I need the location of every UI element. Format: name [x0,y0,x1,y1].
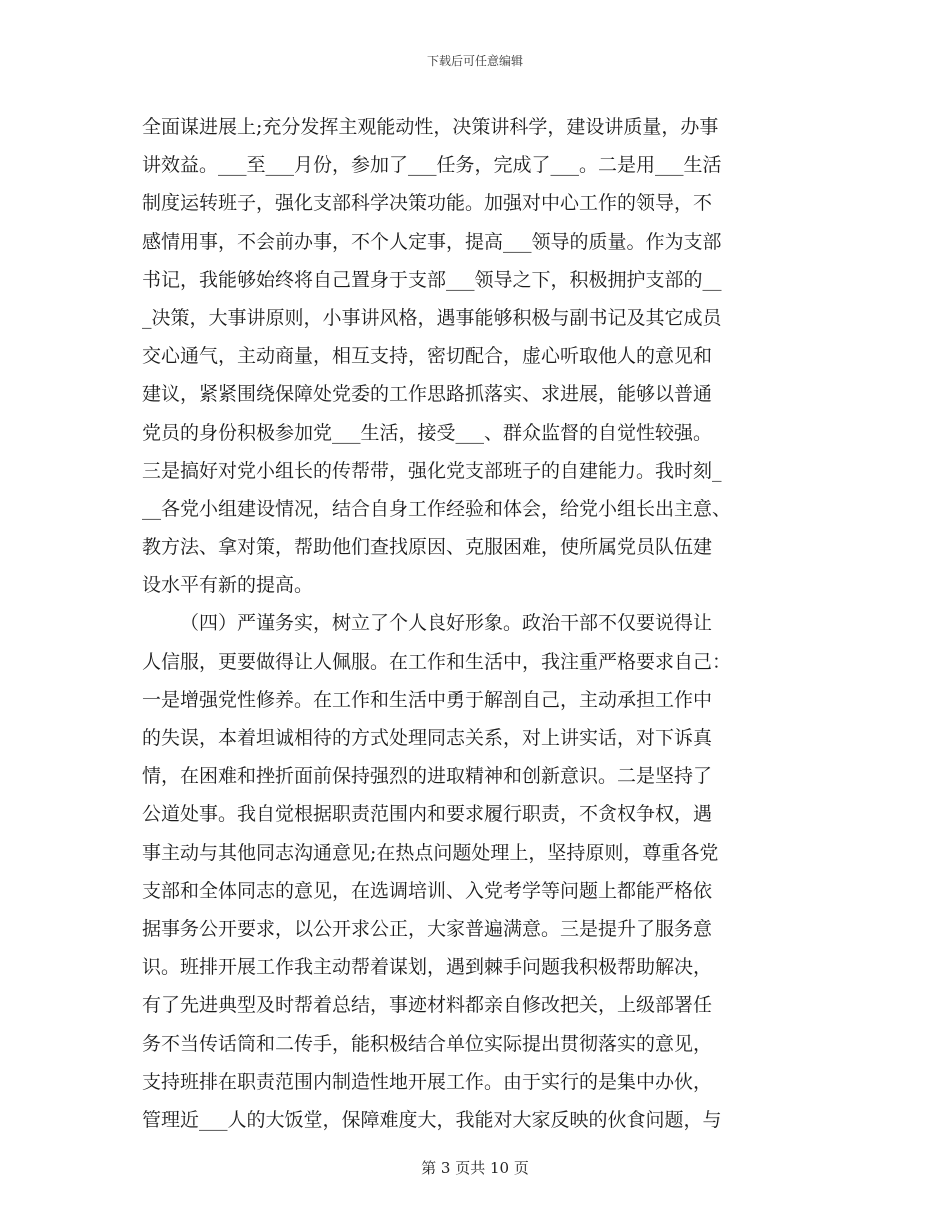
text-line: 务不当传话筒和二传手，能积极结合单位实际提出贯彻落实的意见， [142,1032,713,1055]
text-line: 一是增强党性修养。在工作和生活中勇于解剖自己，主动承担工作中 [142,688,713,711]
document-body [142,108,804,1139]
paragraph-first-line: （四）严谨务实，树立了个人良好形象。政治干部不仅要说得让 [180,612,713,635]
text-line: 三是搞好对党小组长的传帮带，强化党支部班子的自建能力。我时刻_ [142,459,722,482]
text-line: 设水平有新的提高。 [142,574,314,597]
text-line: _决策，大事讲原则，小事讲风格，遇事能够积极与副书记及其它成员 [142,306,722,329]
text-line: 交心通气，主动商量，相互支持，密切配合，虚心听取他人的意见和 [142,345,713,368]
text-line: 讲效益。___至___月份，参加了___任务，完成了___。二是用___生活 [142,154,722,177]
text-line: 的失误，本着坦诚相待的方式处理同志关系，对上讲实话，对下诉真 [142,727,713,749]
text-line: 教方法、拿对策，帮助他们查找原因、克服困难，使所属党员队伍建 [142,536,713,559]
text-line: __各党小组建设情况，结合自身工作经验和体会，给党小组长出主意、 [142,497,732,520]
text-line: 管理近___人的大饭堂，保障难度大，我能对大家反映的伙食问题，与 [142,1108,722,1131]
text-line: 制度运转班子，强化支部科学决策功能。加强对中心工作的领导，不 [142,192,713,215]
text-line: 有了先进典型及时帮着总结，事迹材料都亲自修改把关，上级部署任 [142,994,713,1017]
text-line: 全面谋进展上;充分发挥主观能动性，决策讲科学，建设讲质量，办事 [142,116,719,138]
text-line: 人信服，更要做得让人佩服。在工作和生活中，我注重严格要求自己： [142,650,732,673]
text-line: 事主动与其他同志沟通意见;在热点问题处理上，坚持原则，尊重各党 [142,841,719,864]
text-line: 支持班排在职责范围内制造性地开展工作。由于实行的是集中办伙， [142,1070,713,1093]
text-line: 公道处事。我自觉根据职责范围内和要求履行职责，不贪权争权，遇 [142,803,713,826]
text-line: 情，在困难和挫折面前保持强烈的进取精神和创新意识。二是坚持了 [142,765,713,788]
text-line: 党员的身份积极参加党___生活，接受___、群众监督的自觉性较强。 [142,421,713,444]
text-line: 书记，我能够始终将自己置身于支部___领导之下，积极拥护支部的__ [142,268,722,291]
text-line: 据事务公开要求，以公开求公正，大家普遍满意。三是提升了服务意 [142,917,713,940]
page-header: 下载后可任意编辑 [426,54,523,68]
text-line: 建议，紧紧围绕保障处党委的工作思路抓落实、求进展，能够以普通 [142,383,713,406]
text-line: 感情用事，不会前办事，不个人定事，提高___领导的质量。作为支部 [142,230,722,253]
text-line: 识。班排开展工作我主动帮着谋划，遇到棘手问题我积极帮助解决， [142,956,713,979]
page-number-footer: 第 3 页共 10 页 [421,1159,529,1177]
text-line: 支部和全体同志的意见，在选调培训、入党考学等问题上都能严格依 [142,879,713,902]
